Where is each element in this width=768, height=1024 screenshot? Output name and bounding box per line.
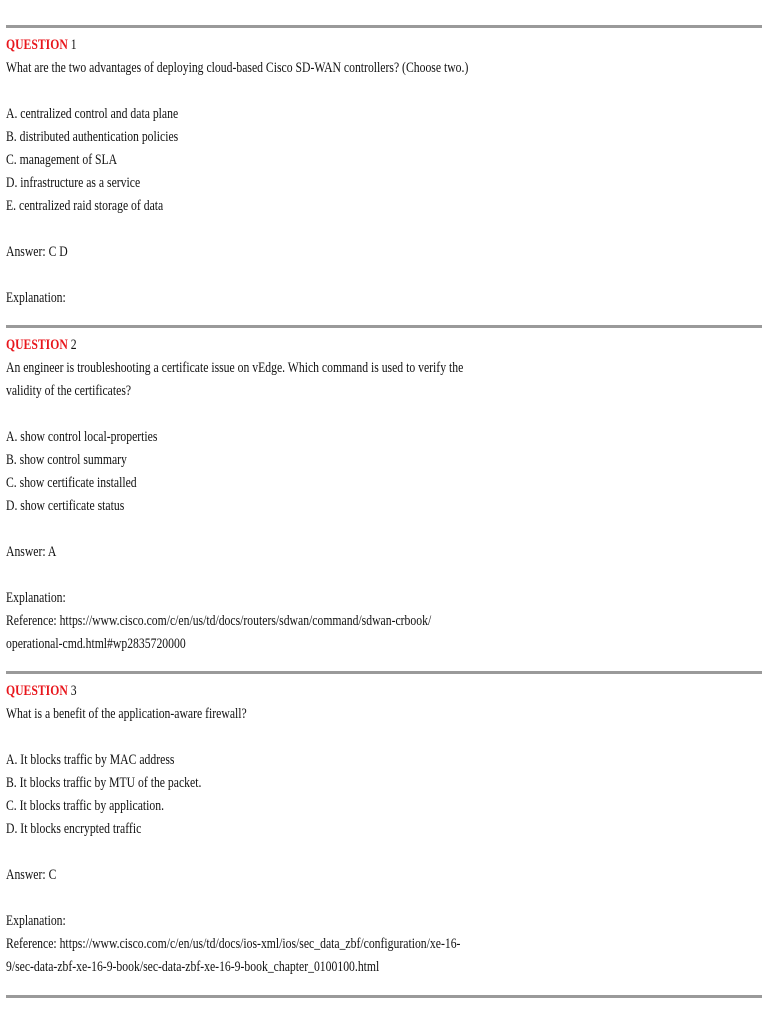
question-number: 1	[70, 37, 77, 53]
question-heading	[6, 34, 583, 57]
question-number: 2	[70, 337, 77, 353]
reference-link[interactable]: Reference: https://www.cisco.com/c/en/us/td/docs/routers/sdwan/command/sdwan-crbook/	[6, 613, 432, 629]
answer-option: A. centralized control and data plane	[6, 106, 179, 122]
question-text: validity of the certificates?	[6, 383, 132, 399]
answer-option: C. management of SLA	[6, 152, 118, 168]
answer-line: Answer: C D	[6, 244, 68, 260]
question-label: QUESTION	[6, 337, 68, 353]
answer-option: D. It blocks encrypted traffic	[6, 821, 142, 837]
answer-option: D. show certificate status	[6, 498, 125, 514]
divider-rule	[6, 671, 762, 674]
question-block	[6, 680, 746, 979]
answer-option: A. It blocks traffic by MAC address	[6, 752, 175, 768]
answer-line: Answer: A	[6, 544, 57, 560]
question-text: What is a benefit of the application-aware firewall?	[6, 706, 247, 722]
divider-rule	[6, 25, 762, 28]
reference-link[interactable]: Reference: https://www.cisco.com/c/en/us/td/docs/ios-xml/ios/sec_data_zbf/configuration/xe-16-	[6, 936, 461, 952]
divider-rule	[6, 995, 762, 998]
answer-option: B. It blocks traffic by MTU of the packet.	[6, 775, 202, 791]
explanation-label: Explanation:	[6, 913, 66, 929]
answer-option: D. infrastructure as a service	[6, 175, 141, 191]
question-block	[6, 34, 746, 310]
question-heading	[6, 334, 583, 357]
question-heading	[6, 680, 583, 703]
answer-option: E. centralized raid storage of data	[6, 198, 164, 214]
answer-option: B. show control summary	[6, 452, 127, 468]
answer-option: C. It blocks traffic by application.	[6, 798, 165, 814]
explanation-label: Explanation:	[6, 290, 66, 306]
explanation-label: Explanation:	[6, 590, 66, 606]
reference-link[interactable]: operational-cmd.html#wp2835720000	[6, 636, 186, 652]
question-text: What are the two advantages of deploying cloud-based Cisco SD-WAN controllers? (Choose two.)	[6, 60, 469, 76]
question-label: QUESTION	[6, 37, 68, 53]
answer-option: B. distributed authentication policies	[6, 129, 179, 145]
answer-option: C. show certificate installed	[6, 475, 137, 491]
reference-link[interactable]: 9/sec-data-zbf-xe-16-9-book/sec-data-zbf-xe-16-9-book_chapter_0100100.html	[6, 959, 380, 975]
question-number: 3	[70, 683, 77, 699]
answer-line: Answer: C	[6, 867, 57, 883]
divider-rule	[6, 325, 762, 328]
question-text: An engineer is troubleshooting a certificate issue on vEdge. Which command is used to verify the	[6, 360, 464, 376]
question-block	[6, 334, 746, 656]
answer-option: A. show control local-properties	[6, 429, 158, 445]
question-label: QUESTION	[6, 683, 68, 699]
